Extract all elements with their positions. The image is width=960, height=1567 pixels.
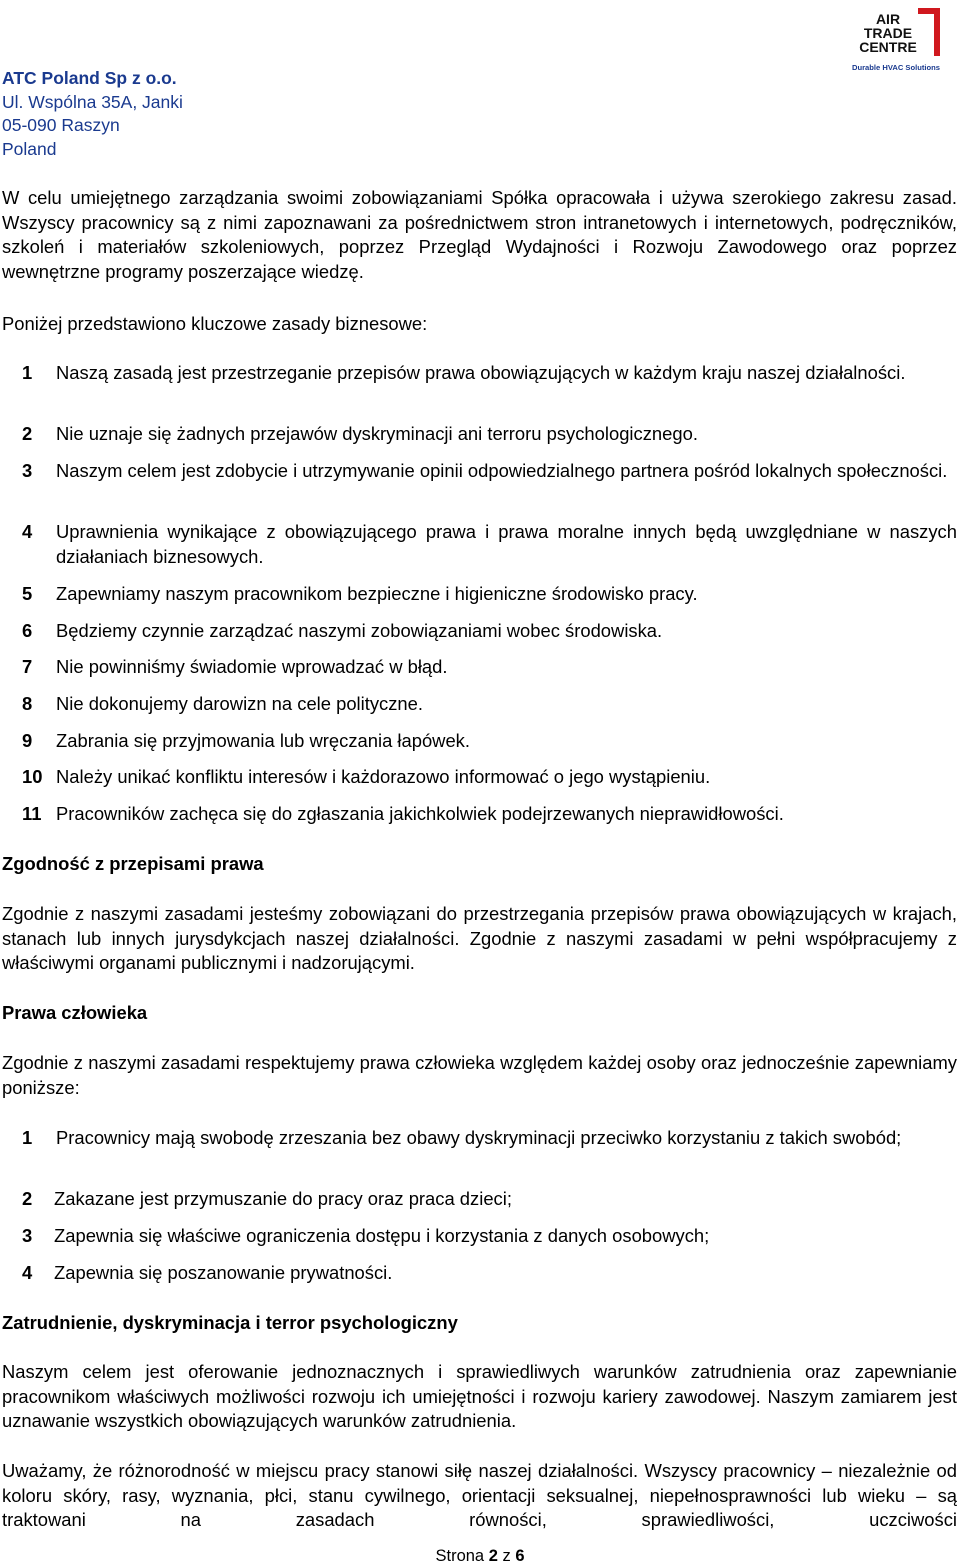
logo-red-bracket (918, 8, 940, 56)
list-item-number: 4 (22, 1262, 33, 1283)
list-item-text: Zabrania się przyjmowania lub wręczania łapówek. (56, 730, 470, 751)
section-heading-employment: Zatrudnienie, dyskryminacja i terror psychologiczny (2, 1312, 458, 1333)
footer-of-label: z (502, 1547, 511, 1565)
page-footer (0, 1546, 960, 1566)
address-street: Ul. Wspólna 35A, Janki (2, 91, 183, 112)
list-item-text: Zapewnia się właściwe ograniczenia dostępu i korzystania z danych osobowych; (54, 1225, 710, 1246)
list-item (22, 619, 957, 644)
list-item-number: 1 (22, 1127, 33, 1148)
footer-page-total: 6 (515, 1547, 525, 1565)
list-item-number: 5 (22, 583, 33, 604)
list-item (22, 1261, 957, 1286)
logo-tagline: Durable HVAC Solutions (851, 63, 941, 72)
list-item (22, 422, 957, 447)
company-logo (848, 6, 944, 72)
address-block (2, 67, 183, 161)
list-item-text: Zapewnia się poszanowanie prywatności. (54, 1262, 393, 1283)
list-item (22, 582, 957, 607)
list-item-text: Naszym celem jest zdobycie i utrzymywanie opinii odpowiedzialnego partnera pośród lokalnych społeczności. (56, 460, 948, 481)
list-item-text: Będziemy czynnie zarządzać naszymi zobowiązaniami wobec środowiska. (56, 620, 663, 641)
list-item-text: Naszą zasadą jest przestrzeganie przepisów prawa obowiązujących w każdym kraju naszej działalności. (56, 362, 906, 383)
list-item-number: 1 (22, 362, 33, 383)
list-item-number: 7 (22, 656, 33, 677)
logo-line1: AIR (875, 11, 901, 27)
address-city: 05-090 Raszyn (2, 115, 120, 135)
list-item-number: 9 (22, 730, 33, 751)
list-item-text: Pracowników zachęca się do zgłaszania jakichkolwiek podejrzewanych nieprawidłowości. (56, 803, 784, 824)
list-item-number: 3 (22, 1225, 33, 1246)
list-item-text: Nie powinniśmy świadomie wprowadzać w błąd. (56, 656, 448, 677)
intro-paragraph: W celu umiejętnego zarządzania swoimi zobowiązaniami Spółka opracowała i używa szerokiego zakresu zasad. Wszyscy pracownicy są z nimi zapoznawani za pośrednictwem stron intranetowych i internetowych, podręczników, szkoleń i materiałów szkoleniowych, poprzez Przegląd Wydajności i Rozwoju Zawodowego oraz poprzez wewnętrzne programy poszerzające wiedzę. (2, 187, 957, 282)
list-item-text: Zapewniamy naszym pracownikom bezpieczne i higieniczne środowisko pracy. (56, 583, 698, 604)
list-item (22, 520, 957, 569)
list-item-number: 2 (22, 1188, 33, 1209)
list-item-text: Uprawnienia wynikające z obowiązującego prawa i prawa moralne innych będą uwzględniane w naszych działaniach biznesowych. (56, 521, 957, 567)
list-item-number: 11 (22, 803, 42, 824)
address-country: Poland (2, 138, 57, 159)
footer-page-number: 2 (488, 1547, 498, 1565)
list-item-number: 6 (22, 620, 33, 641)
section-heading-rights: Prawa człowieka (2, 1002, 148, 1023)
list-item-number: 3 (22, 460, 33, 481)
company-name: ATC Poland Sp z o.o. (2, 68, 177, 88)
logo-line3: CENTRE (859, 39, 917, 55)
section-law-paragraph: Zgodnie z naszymi zasadami jesteśmy zobowiązani do przestrzegania przepisów prawa obowiązujących w krajach, stanach lub innych jurysdykcjach naszej działalności. Zgodnie z naszymi zasadami w pełni współpracujemy z właściwymi organami publicznymi i nadzorującymi. (2, 903, 957, 973)
logo-graphic (848, 6, 944, 72)
section-employment-paragraph-1: Naszym celem jest oferowanie jednoznacznych i sprawiedliwych warunków zatrudnienia oraz zapewnianie pracownikom właściwych możliwości rozwoju ich umiejętności i rozwoju kariery zawodowej. Naszym zamiarem jest uznawanie wszystkich obowiązujących warunków zatrudnienia. (2, 1361, 957, 1431)
list-item (22, 1126, 957, 1151)
list-item (22, 655, 957, 680)
list-item (22, 802, 957, 827)
section-rights-paragraph: Zgodnie z naszymi zasadami respektujemy prawa człowieka względem każdej osoby oraz jednocześnie zapewniamy poniższe: (2, 1052, 957, 1098)
list-item-text: Nie uznaje się żadnych przejawów dyskryminacji ani terroru psychologicznego. (56, 423, 698, 444)
logo-line2: TRADE (863, 25, 913, 41)
list-item-text: Pracownicy mają swobodę zrzeszania bez obawy dyskryminacji przeciwko korzystaniu z takich swobód; (56, 1127, 902, 1148)
list-item (22, 1187, 957, 1212)
list-item (22, 1224, 957, 1249)
list-item-number: 10 (22, 766, 43, 787)
footer-page-label: Strona (435, 1547, 485, 1565)
principles-intro: Poniżej przedstawiono kluczowe zasady biznesowe: (2, 313, 428, 334)
list-item-number: 2 (22, 423, 33, 444)
list-item-text: Nie dokonujemy darowizn na cele polityczne. (56, 693, 423, 714)
list-item (22, 765, 957, 790)
list-item-text: Zakazane jest przymuszanie do pracy oraz praca dzieci; (54, 1188, 512, 1209)
list-item-number: 8 (22, 693, 33, 714)
list-item (22, 729, 957, 754)
list-item-text: Należy unikać konfliktu interesów i każdorazowo informować o jego wystąpieniu. (56, 766, 711, 787)
section-employment-paragraph-2: Uważamy, że różnorodność w miejscu pracy stanowi siłę naszej działalności. Wszyscy pracownicy – niezależnie od koloru skóry, rasy, wyznania, płci, stanu cywilnego, orientacji seksualnej, niepełnosprawności lub wieku – są traktowani na zasadach równości, sprawiedliwości, uczciwości (2, 1460, 957, 1530)
list-item (22, 361, 957, 386)
list-item (22, 692, 957, 717)
list-item-number: 4 (22, 521, 33, 542)
section-heading-law: Zgodność z przepisami prawa (2, 853, 264, 874)
list-item (22, 459, 957, 484)
